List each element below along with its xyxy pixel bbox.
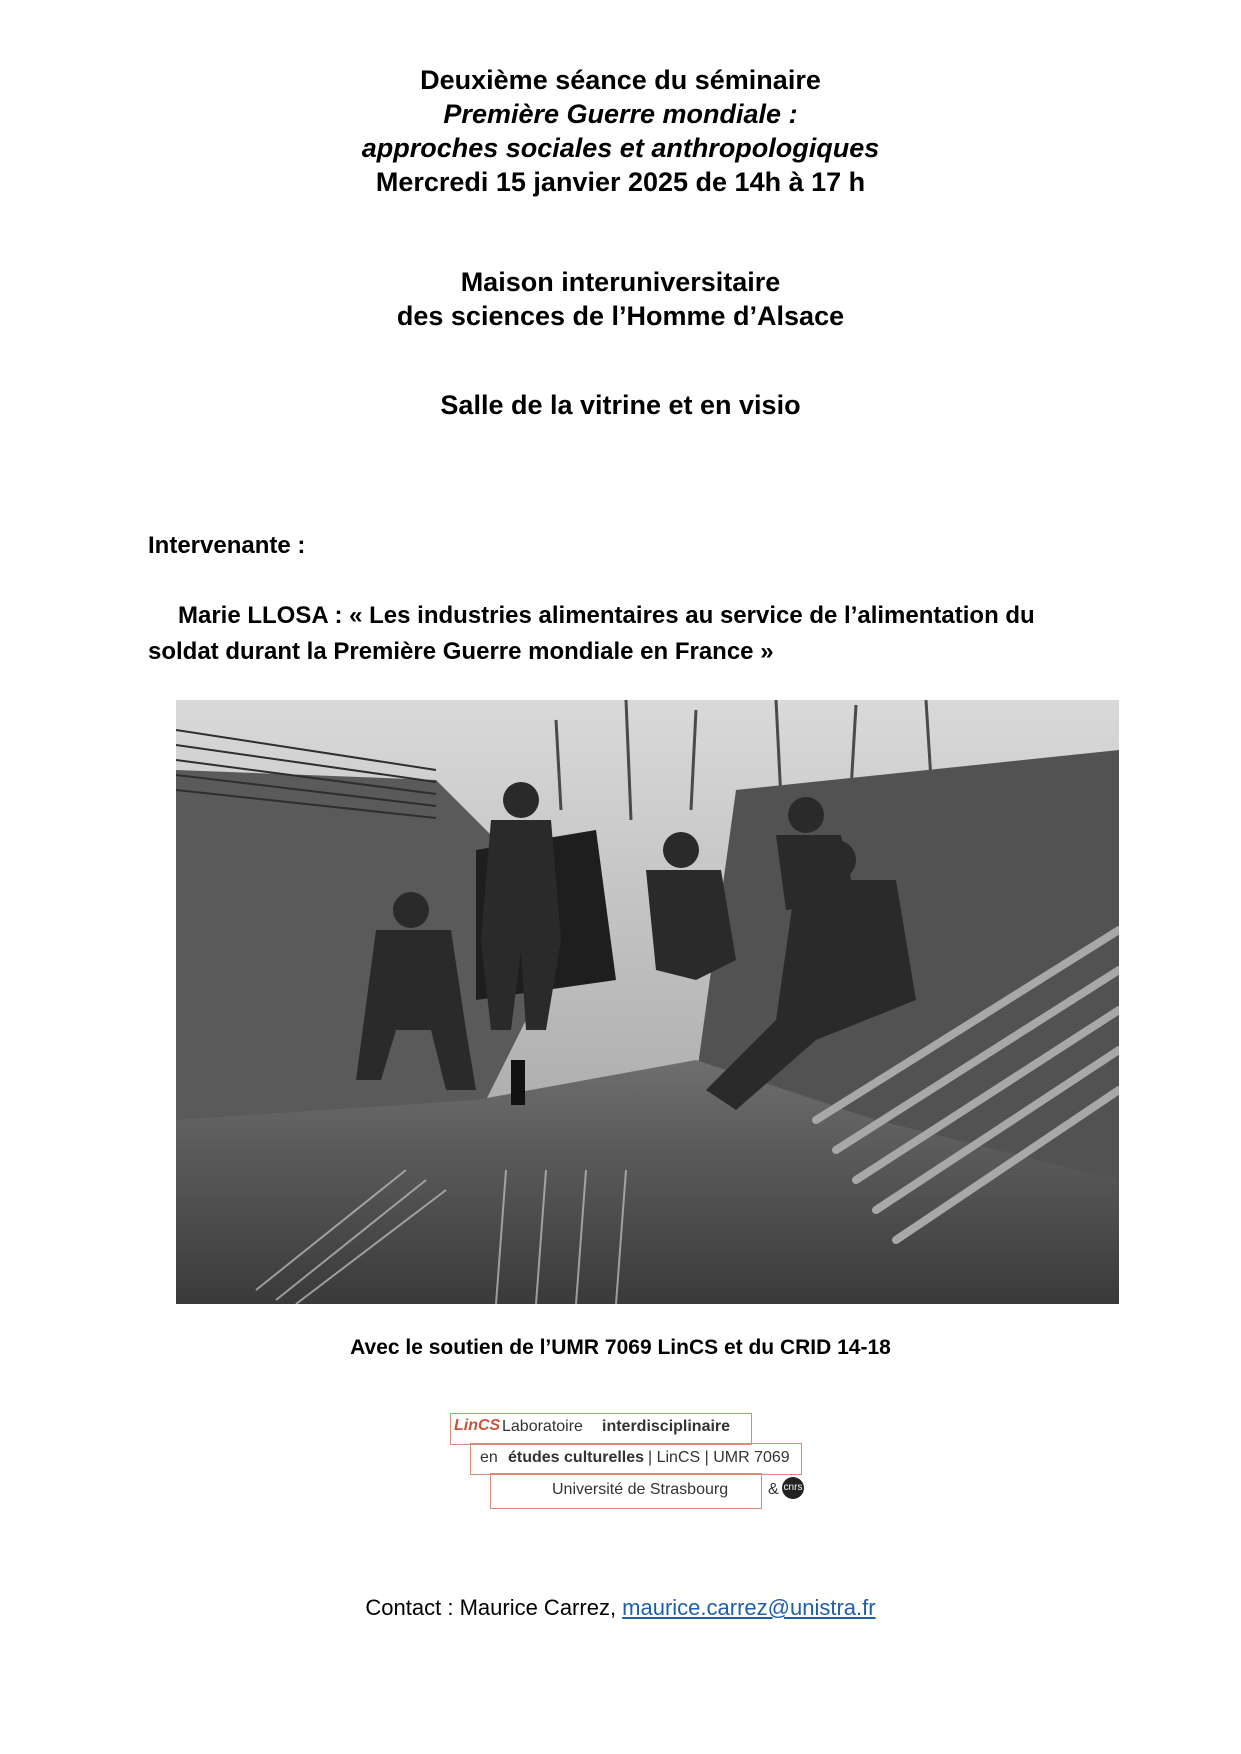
lincs-logo <box>450 1413 803 1511</box>
logo-mark: LinCS <box>454 1417 501 1434</box>
session-title-block <box>0 63 1241 199</box>
logo-row2-b: études culturelles <box>508 1449 645 1466</box>
seminar-title: Première Guerre mondiale : <box>443 99 798 129</box>
logo-row1-b: interdisciplinaire <box>602 1418 731 1435</box>
logo-row1-a: Laboratoire <box>502 1418 583 1435</box>
venue-line-2: des sciences de l’Homme d’Alsace <box>396 301 845 331</box>
logo-row3-a: Université de Strasbourg <box>552 1481 729 1498</box>
support-line: Avec le soutien de l’UMR 7069 LinCS et du CRID 14-18 <box>350 1336 891 1359</box>
venue-block <box>0 265 1241 333</box>
contact-email-link[interactable]: maurice.carrez@unistra.fr <box>622 1595 876 1620</box>
speaker-heading: Intervenante : <box>148 532 306 559</box>
room-line: Salle de la vitrine et en visio <box>440 390 801 420</box>
venue-line-1: Maison interuniversitaire <box>460 267 781 297</box>
logo-row2-c: | LinCS | UMR 7069 <box>648 1449 790 1466</box>
trench-photo <box>176 700 1119 1304</box>
contact-line <box>0 1595 1241 1621</box>
session-date: Mercredi 15 janvier 2025 de 14h à 17 h <box>375 167 866 197</box>
contact-label: Contact : Maurice Carrez, <box>365 1595 623 1620</box>
logo-row3-b: & <box>768 1481 779 1498</box>
session-title: Deuxième séance du séminaire <box>420 65 821 95</box>
cnrs-logo-icon: cnrs <box>782 1477 804 1499</box>
speaker-talk: Marie LLOSA : « Les industries alimentaires au service de l’alimentation du soldat durant la Première Guerre mondiale en France » <box>148 602 1035 665</box>
logo-row2-a: en <box>480 1449 498 1466</box>
seminar-subtitle: approches sociales et anthropologiques <box>361 133 880 163</box>
photo-soldiers-trench-icon <box>176 700 1119 1304</box>
room-block <box>0 388 1241 422</box>
